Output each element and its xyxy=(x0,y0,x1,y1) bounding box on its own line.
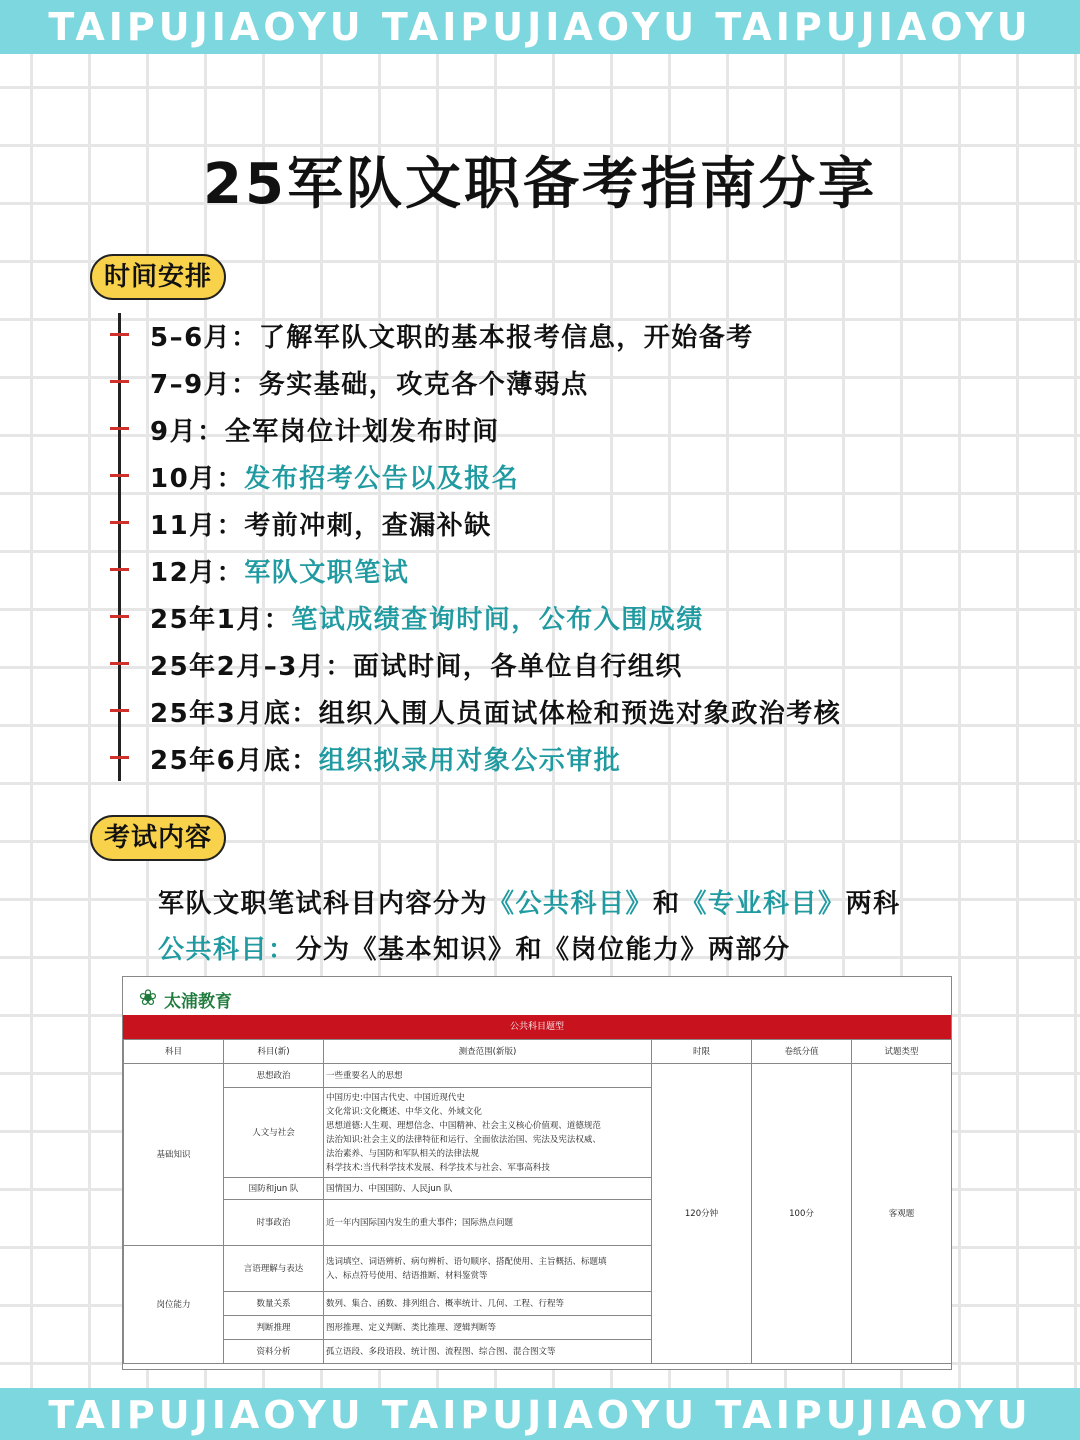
timeline-text xyxy=(150,505,492,542)
timeline-event: 笔试成绩查询时间，公布入围成绩 xyxy=(291,605,704,635)
scope-line: 一些重要名人的思想 xyxy=(326,1070,403,1081)
table-header-cell: 试题类型 xyxy=(852,1040,952,1064)
timeline-tick xyxy=(110,568,129,571)
timeline-text xyxy=(150,364,589,401)
timeline-date: 25年6月底： xyxy=(150,746,319,776)
scope-line: 文化常识:文化概述、中华文化、外域文化 xyxy=(326,1106,482,1117)
subject-cell: 数量关系 xyxy=(224,1292,324,1316)
timeline-date: 9月： xyxy=(150,417,225,447)
scope-line: 选词填空、词语辨析、病句辨析、语句顺序、搭配使用、主旨概括、标题填 xyxy=(326,1256,607,1267)
scope-line: 科学技术:当代科学技术发展、科学技术与社会、军事高科技 xyxy=(326,1162,550,1173)
table-header-cell: 时限 xyxy=(652,1040,752,1064)
timeline-event: 组织拟录用对象公示审批 xyxy=(318,746,622,776)
timeline-tick xyxy=(110,521,129,524)
timeline-text xyxy=(150,317,754,354)
subject-cell: 思想政治 xyxy=(224,1064,324,1088)
timeline-item xyxy=(110,736,1010,776)
scope-cell xyxy=(324,1200,652,1246)
table-header-cell: 卷纸分值 xyxy=(752,1040,852,1064)
exam-intro-text: 军队文职笔试科目内容分为 xyxy=(158,889,489,919)
timeline-text xyxy=(150,458,519,495)
timeline-item xyxy=(110,548,1010,588)
scope-line: 入、标点符号使用、结语推断、材料鉴赏等 xyxy=(326,1270,488,1281)
scope-cell xyxy=(324,1316,652,1340)
public-subject-highlight: 《公共科目》 xyxy=(488,889,654,919)
timeline-item xyxy=(110,501,1010,541)
scope-line: 近一年内国际国内发生的重大事件；国际热点问题 xyxy=(326,1217,514,1228)
timeline-item xyxy=(110,689,1010,729)
timeline-event: 发布招考公告以及报名 xyxy=(244,464,520,494)
exam-intro-line xyxy=(158,883,901,920)
scope-cell xyxy=(324,1292,652,1316)
schedule-timeline xyxy=(110,313,1010,783)
timeline-event: 组织入围人员面试体检和预选对象政治考核 xyxy=(318,699,842,729)
score-cell: 100分 xyxy=(752,1064,852,1364)
subject-cell: 资料分析 xyxy=(224,1340,324,1364)
exam-intro-conj: 和 xyxy=(653,889,681,919)
timeline-date: 12月： xyxy=(150,558,245,588)
timeline-tick xyxy=(110,709,129,712)
scope-line: 中国历史:中国古代史、中国近现代史 xyxy=(326,1092,465,1103)
exam-table xyxy=(123,1039,952,1364)
timeline-date: 7–9月： xyxy=(150,370,259,400)
table-header-cell: 科目 xyxy=(124,1040,224,1064)
scope-line: 孤立语段、多段语段、统计图、流程图、综合图、混合图文等 xyxy=(326,1346,556,1357)
brand-logo-text: 太浦教育 xyxy=(164,991,232,1012)
timeline-text xyxy=(150,599,704,636)
timeline-event: 全军岗位计划发布时间 xyxy=(224,417,500,447)
subject-cell: 判断推理 xyxy=(224,1316,324,1340)
timeline-item xyxy=(110,454,1010,494)
timeline-item xyxy=(110,595,1010,635)
timeline-event: 务实基础，攻克各个薄弱点 xyxy=(258,370,589,400)
timeline-text xyxy=(150,552,409,589)
timeline-date: 10月： xyxy=(150,464,245,494)
timeline-date: 25年2月–3月： xyxy=(150,652,353,682)
bottom-banner: TAIPUJIAOYU TAIPUJIAOYU TAIPUJIAOYU xyxy=(0,1388,1080,1440)
page-title: 25军队文职备考指南分享 xyxy=(203,152,877,217)
subject-cell: 国防和jun 队 xyxy=(224,1178,324,1200)
timeline-date: 25年1月： xyxy=(150,605,292,635)
timeline-date: 11月： xyxy=(150,511,245,541)
timeline-event: 面试时间，各单位自行组织 xyxy=(352,652,683,682)
exam-table-card xyxy=(122,976,952,1370)
table-header-row xyxy=(124,1040,952,1064)
timeline-tick xyxy=(110,615,129,618)
table-header-cell: 测查范围(新版) xyxy=(324,1040,652,1064)
table-row xyxy=(124,1064,952,1088)
scope-cell xyxy=(324,1088,652,1178)
timeline-item xyxy=(110,642,1010,682)
scope-cell xyxy=(324,1064,652,1088)
timeline-item xyxy=(110,360,1010,400)
scope-cell xyxy=(324,1340,652,1364)
scope-cell xyxy=(324,1178,652,1200)
timeline-text xyxy=(150,693,841,730)
timeline-tick xyxy=(110,380,129,383)
exam-intro-end: 两科 xyxy=(845,889,901,919)
timeline-event: 军队文职笔试 xyxy=(244,558,410,588)
timeline-date: 25年3月底： xyxy=(150,699,319,729)
table-caption: 公共科目题型 xyxy=(123,1015,951,1039)
timeline-event: 了解军队文职的基本报考信息，开始备考 xyxy=(258,323,754,353)
public-subject-line xyxy=(158,929,791,966)
tree-logo-icon: ❀ xyxy=(138,986,158,1011)
timeline-event: 考前冲刺，查漏补缺 xyxy=(244,511,492,541)
timeline-tick xyxy=(110,474,129,477)
subject-cell: 言语理解与表达 xyxy=(224,1246,324,1292)
timeline-item xyxy=(110,313,1010,353)
subject-cell: 人文与社会 xyxy=(224,1088,324,1178)
subject-group-cell: 岗位能力 xyxy=(124,1246,224,1364)
timeline-tick xyxy=(110,662,129,665)
timeline-text xyxy=(150,646,683,683)
question-type-cell: 客观题 xyxy=(852,1064,952,1364)
scope-cell xyxy=(324,1246,652,1292)
timeline-tick xyxy=(110,333,129,336)
scope-line: 法治知识:社会主义的法律特征和运行、全面依法治国、宪法及宪法权威、 xyxy=(326,1134,601,1145)
timeline-tick xyxy=(110,756,129,759)
timeline-tick xyxy=(110,427,129,430)
brand-logo xyxy=(135,983,232,1015)
exam-heading-badge: 考试内容 xyxy=(90,815,226,861)
top-banner: TAIPUJIAOYU TAIPUJIAOYU TAIPUJIAOYU xyxy=(0,0,1080,54)
subject-group-cell: 基础知识 xyxy=(124,1064,224,1246)
schedule-heading-badge: 时间安排 xyxy=(90,254,226,300)
public-subject-desc: 分为《基本知识》和《岗位能力》两部分 xyxy=(295,935,791,965)
time-limit-cell: 120分钟 xyxy=(652,1064,752,1364)
scope-line: 图形推理、定义判断、类比推理、逻辑判断等 xyxy=(326,1322,497,1333)
subject-cell: 时事政治 xyxy=(224,1200,324,1246)
timeline-text xyxy=(150,411,500,448)
scope-line: 国情国力、中国国防、人民jun 队 xyxy=(326,1183,453,1194)
timeline-date: 5–6月： xyxy=(150,323,259,353)
scope-line: 法治素养、与国防和军队相关的法律法规 xyxy=(326,1148,480,1159)
scope-line: 数列、集合、函数、排列组合、概率统计、几何、工程、行程等 xyxy=(326,1298,565,1309)
professional-subject-highlight: 《专业科目》 xyxy=(680,889,846,919)
timeline-text xyxy=(150,740,621,777)
scope-line: 思想道德:人生观、理想信念、中国精神、社会主义核心价值观、道德规范 xyxy=(326,1120,601,1131)
timeline-item xyxy=(110,407,1010,447)
public-subject-label: 公共科目： xyxy=(158,935,296,965)
table-header-cell: 科目(新) xyxy=(224,1040,324,1064)
